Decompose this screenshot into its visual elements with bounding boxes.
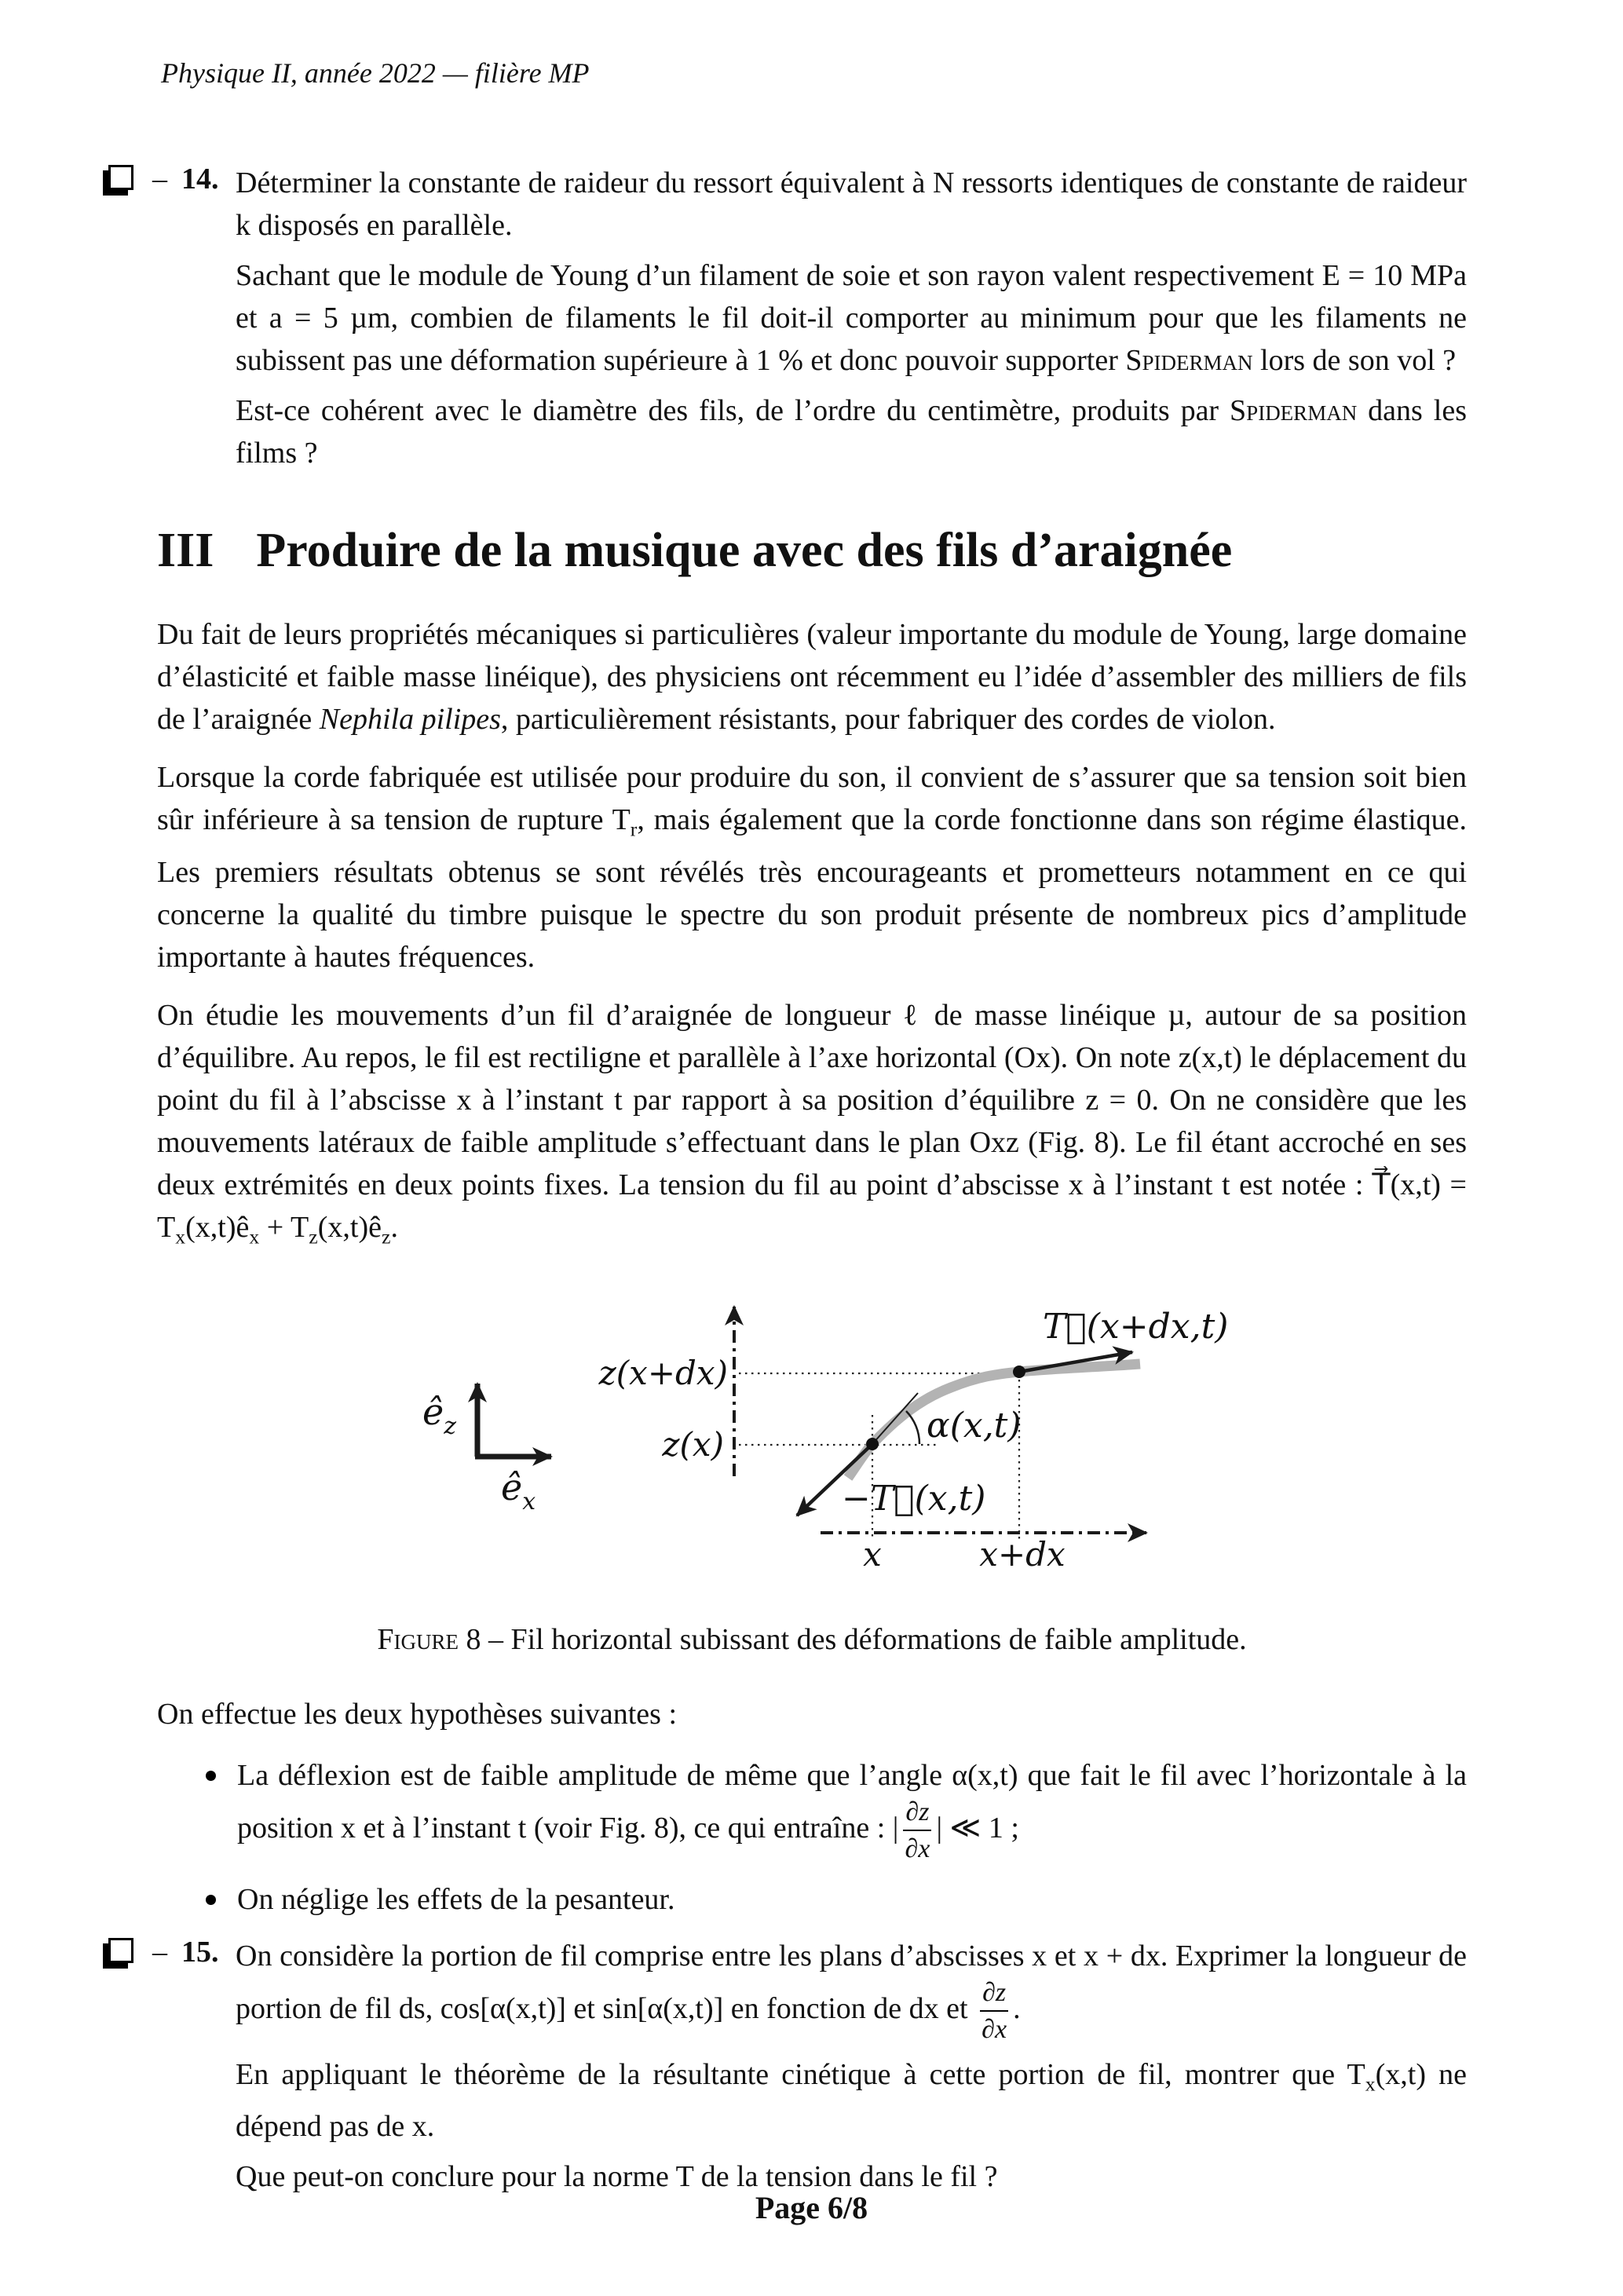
- marker-dash: –: [152, 163, 167, 196]
- spiderman-smallcaps: Spiderman: [1230, 394, 1358, 427]
- figure-caption-text: – Fil horizontal subissant des déformations de faible amplitude.: [488, 1623, 1247, 1657]
- partial-derivative-fraction: $\frac{\partial z}{\partial x}$: [903, 1797, 931, 1864]
- neg-tension-label: −T⃗(x,t): [842, 1479, 986, 1519]
- q14-paragraph-3: Est-ce cohérent avec le diamètre des fils, de l’ordre du centimètre, produits par Spiderman dans les films ?: [236, 394, 1467, 470]
- q15-paragraph-1: On considère la portion de fil comprise entre les plans d’abscisses x et x + dx. Exprimer la longueur de portion de fil ds, cos[α(x,t)] et sin[α(x,t)] en fonction de dx et $\frac{\partial z}{\partial x}$ .: [236, 1940, 1467, 2045]
- figure-diagram: [377, 1274, 1241, 1572]
- point-x-dx: [1013, 1366, 1025, 1378]
- section-heading: [157, 523, 1467, 579]
- z-x-label: z(x): [662, 1425, 724, 1464]
- figure-caption: [157, 1622, 1467, 1657]
- hypothesis-2: On néglige les effets de la pesanteur.: [237, 1883, 675, 1917]
- figure-caption-label: Figure 8: [377, 1623, 481, 1657]
- z-xdx-label: z(x+dx): [598, 1354, 728, 1393]
- unit-vectors-icon: [475, 1384, 551, 1457]
- question-14: [152, 162, 1467, 482]
- question-number: 14.: [181, 163, 219, 196]
- tension-label: T⃗(x+dx,t): [1043, 1307, 1229, 1347]
- x-tick-label: x: [863, 1535, 882, 1573]
- question-15-body: [236, 1935, 1467, 2206]
- checkbox-icon: [108, 1938, 133, 1963]
- species-name-italic: Nephila pilipes: [319, 703, 501, 736]
- page-footer: Page 6/8: [755, 2190, 868, 2225]
- bullet-icon: [206, 1895, 216, 1905]
- hypotheses-intro: On effectue les deux hypothèses suivantes :: [157, 1698, 678, 1731]
- partial-derivative-fraction: $\frac{\partial z}{\partial x}$: [980, 1977, 1008, 2045]
- question-number: 15.: [181, 1936, 219, 1969]
- q14-paragraph-2: Sachant que le module de Young d’un filament de soie et son rayon valent respectivement E = 10 MPa et a = 5 µm, combien de filaments le fil doit-il comporter au minimum pour que les filaments ne subissent pas une déformation supérieure à 1 % et donc pouvoir supporter Spiderman lors de son vol ?: [236, 259, 1467, 377]
- question-15: [152, 1935, 1467, 2206]
- question-14-body: [236, 162, 1467, 482]
- question-14-marker: [108, 162, 236, 482]
- xdx-tick-label: x+dx: [979, 1535, 1066, 1573]
- alpha-label: α(x,t): [927, 1406, 1022, 1446]
- marker-dash: –: [152, 1936, 167, 1969]
- q15-paragraph-3: Que peut-on conclure pour la norme T de la tension dans le fil ?: [236, 2160, 998, 2194]
- point-x: [866, 1438, 879, 1450]
- ex-label: $ê_x$: [501, 1466, 536, 1516]
- bullet-icon: [206, 1771, 216, 1781]
- list-item: [206, 1754, 1467, 1864]
- section-title: Produire de la musique avec des fils d’araignée: [256, 524, 1233, 577]
- hypotheses-list: [206, 1754, 1467, 1921]
- list-item: [206, 1878, 1467, 1921]
- section-paragraph-3: On étudie les mouvements d’un fil d’araignée de longueur ℓ de masse linéique µ, autour de sa position d’équilibre. Au repos, le fil est rectiligne et parallèle à l’axe horizontal (Ox). On note z(x,t) le déplacement du point du fil à l’abscisse x à l’instant t par rapport à sa position d’équilibre z = 0. On ne considère que les mouvements latéraux de faible amplitude s’effectuant dans le plan Oxz (Fig. 8). Le fil étant accroché en ses deux extrémités en deux points fixes. La tension du fil au point d’abscisse x à l’instant t est notée : T⃗(x,t) = $T_x(x,t)ê_x$ + $T_z(x,t)ê_z$.: [157, 998, 1467, 1249]
- figure-8: [157, 1274, 1467, 1581]
- section-paragraph-1: Du fait de leurs propriétés mécaniques si particulières (valeur importante du module de Young, large domaine d’élasticité et faible masse linéique), des physiciens ont récemment eu l’idée d’assembler des milliers de fils de l’araignée Nephila pilipes, particulièrement résistants, pour fabriquer des cordes de violon.: [157, 618, 1467, 736]
- spiderman-smallcaps: Spiderman: [1125, 344, 1253, 377]
- question-15-marker: [108, 1935, 236, 2206]
- section-number: III: [157, 524, 214, 577]
- q15-paragraph-2: En appliquant le théorème de la résultante cinétique à cette portion de fil, montrer que $T_x(x,t)$ ne dépend pas de x.: [236, 2057, 1467, 2144]
- ez-label: $ê_z$: [422, 1391, 457, 1441]
- hypothesis-1: La déflexion est de faible amplitude de même que l’angle α(x,t) que fait le fil avec l’horizontale à la position x et à l’instant t (voir Fig. 8), ce qui entraîne : | $\frac{\partial z}{\partial x}$ | ≪ 1 ;: [237, 1759, 1467, 1864]
- page-header: Physique II, année 2022 — filière MP: [161, 57, 590, 89]
- section-paragraph-2: Lorsque la corde fabriquée est utilisée pour produire du son, il convient de s’assurer que sa tension soit bien sûr inférieure à sa tension de rupture $T_r$, mais également que la corde fonctionne dans son régime élastique. Les premiers résultats obtenus se sont révélés très encourageants et prometteurs notamment en ce qui concerne la qualité du timbre puisque le spectre du son produit présente de nombreux pics d’amplitude importante à hautes fréquences.: [157, 761, 1467, 974]
- checkbox-icon: [108, 165, 133, 190]
- q14-paragraph-1: Déterminer la constante de raideur du ressort équivalent à N ressorts identiques de constante de raideur k disposés en parallèle.: [236, 166, 1467, 242]
